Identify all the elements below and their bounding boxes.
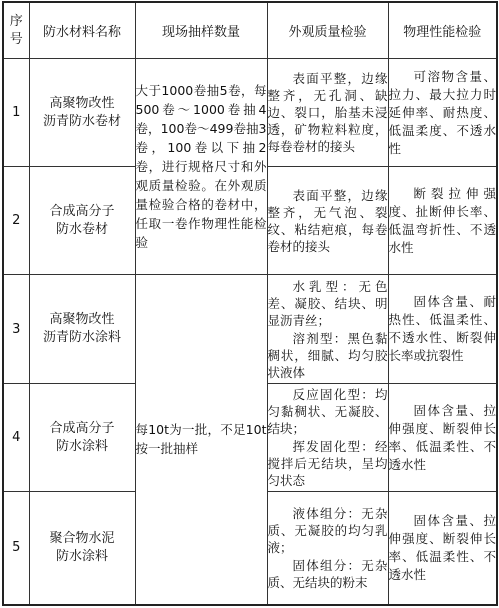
material-name [29, 167, 135, 275]
material-name-line1: 聚合物水泥 [49, 530, 115, 546]
header-appearance-inspection: 外观质量检验 [267, 2, 388, 59]
material-name-line1: 高聚物改性 [49, 95, 115, 111]
appearance-text-part2: 溶剂型：黑色黏稠状，细腻、均匀胶状液体 [267, 330, 388, 380]
physical-text: 固体含量、耐热性、低温柔性、不透水性、断裂伸长率或抗裂性 [388, 294, 496, 363]
material-name [29, 384, 135, 492]
header-serial-line1: 序 [9, 13, 23, 29]
physical-property-items [388, 167, 497, 275]
appearance-text: 表面平整，边缘整齐，无气泡、裂纹、粘结疤痕，每卷卷材的接头 [267, 187, 388, 254]
header-physical-inspection: 物理性能检验 [388, 2, 497, 59]
appearance-text-part1: 水乳型：无色差、凝胶、结块、明显沥青丝； [267, 278, 388, 328]
appearance-text-part1: 液体组分：无杂质、无凝胶的均匀乳液； [267, 505, 388, 555]
table-row [3, 59, 497, 167]
physical-property-items [388, 275, 497, 384]
appearance-requirement [267, 492, 388, 605]
header-row [3, 2, 497, 59]
appearance-requirement [267, 384, 388, 492]
physical-property-items [388, 59, 497, 167]
material-name-line1: 合成高分子 [49, 203, 115, 219]
appearance-requirement [267, 275, 388, 384]
material-name-line2: 防水涂料 [55, 438, 108, 454]
appearance-requirement [267, 59, 388, 167]
table-row [3, 275, 497, 384]
appearance-text-part2: 固体组分：无杂质、无结块的粉末 [267, 557, 388, 590]
header-sampling-quantity: 现场抽样数量 [135, 2, 267, 59]
material-name [29, 492, 135, 605]
header-material-name: 防水材料名称 [29, 2, 135, 59]
material-name-line2: 防水卷材 [55, 221, 108, 237]
row-serial-number: 4 [3, 384, 29, 492]
appearance-requirement [267, 167, 388, 275]
physical-text: 可溶物含量、拉力、最大拉力时延伸率、耐热度、低温柔度、不透水性 [388, 68, 496, 156]
physical-text: 固体含量、拉伸强度、断裂伸长率、低温柔性、不透水性 [388, 512, 496, 582]
material-name [29, 59, 135, 167]
material-name-line1: 合成高分子 [49, 420, 115, 436]
row-serial-number: 2 [3, 167, 29, 275]
physical-text: 断裂拉伸强度、扯断伸长率、低温弯折性、不透水性 [388, 185, 496, 255]
appearance-text: 表面平整，边缘整齐，无孔洞、缺边、裂口，胎基未浸透，矿物粒料粒度，每卷卷材的接头 [267, 71, 388, 154]
row-serial-number: 3 [3, 275, 29, 384]
sampling-rule-coatings: 每10t为一批，不足10t按一批抽样 [135, 275, 267, 605]
material-name-line1: 高聚物改性 [49, 312, 115, 327]
header-serial-number [3, 2, 29, 59]
material-name-line2: 防水涂料 [55, 548, 108, 564]
waterproof-material-inspection-table [2, 1, 498, 606]
header-serial-line2: 号 [9, 31, 23, 47]
physical-property-items [388, 492, 497, 605]
physical-property-items [388, 384, 497, 492]
material-name-line2: 沥青防水卷材 [42, 113, 121, 129]
physical-text: 固体含量、拉伸强度、断裂伸长率、低温柔性、不透水性 [388, 402, 496, 472]
material-name-line2: 沥青防水涂料 [42, 330, 121, 345]
row-serial-number: 1 [3, 59, 29, 167]
row-serial-number: 5 [3, 492, 29, 605]
sampling-rule-rolls: 大于1000卷抽5卷，每500卷～1000卷抽4卷，100卷～499卷抽3卷，100卷以下抽2卷，进行规格尺寸和外观质量检验。在外观质量检验合格的卷材中，任取一卷作物理性能检验 [135, 59, 267, 275]
appearance-text-part2: 挥发固化型：经搅拌后无结块，呈均匀状态 [267, 439, 388, 488]
material-name [29, 275, 135, 384]
appearance-text-part1: 反应固化型：均匀黏稠状、无凝胶、结块； [267, 387, 388, 436]
